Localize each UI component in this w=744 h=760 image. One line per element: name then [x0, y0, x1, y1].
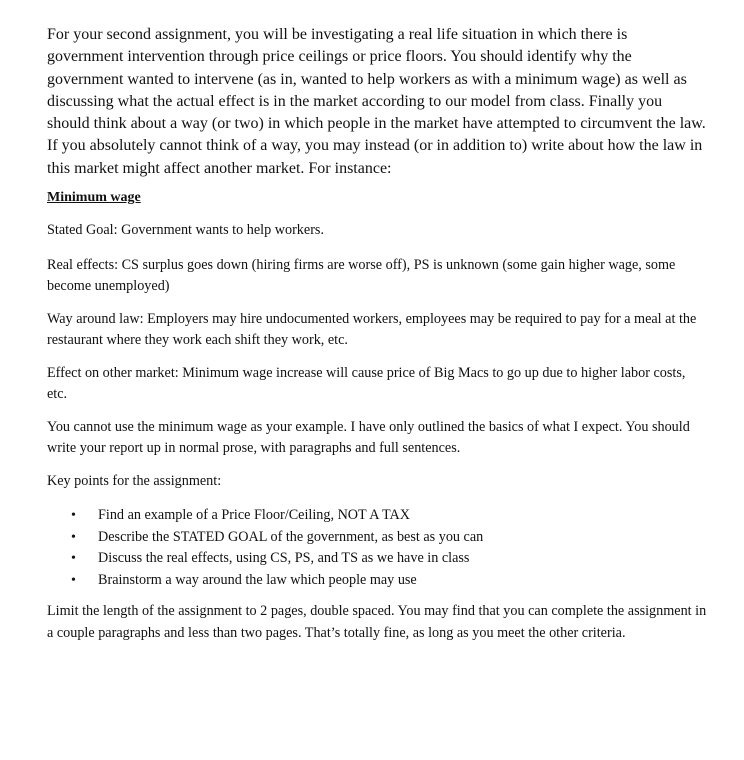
- bullet-icon: •: [71, 572, 76, 588]
- key-points-label: Key points for the assignment:: [47, 472, 222, 489]
- example-heading: Minimum wage: [47, 190, 141, 206]
- list-item: [47, 505, 707, 527]
- other-market-paragraph: Effect on other market: Minimum wage increase will cause price of Big Macs to go up due to higher labor costs, etc.: [47, 364, 686, 403]
- key-point-text: Discuss the real effects, using CS, PS, and TS as we have in class: [98, 550, 470, 567]
- key-point-text: Brainstorm a way around the law which people may use: [98, 571, 417, 588]
- bullet-icon: •: [71, 551, 76, 567]
- key-point-text: Find an example of a Price Floor/Ceiling, NOT A TAX: [98, 507, 411, 524]
- assignment-document: [47, 24, 707, 655]
- stated-goal-paragraph: Stated Goal: Government wants to help workers.: [47, 222, 324, 239]
- list-item: [47, 570, 707, 592]
- key-point-text: Describe the STATED GOAL of the government, as best as you can: [98, 528, 484, 545]
- bullet-icon: •: [71, 529, 76, 545]
- length-note-paragraph: Limit the length of the assignment to 2 pages, double spaced. You may find that you can complete the assignment in a couple paragraphs and less than two pages. That’s totally fine, as long as you meet the other criteria.: [47, 603, 707, 641]
- key-points-list: [47, 505, 707, 591]
- bullet-icon: •: [71, 508, 76, 524]
- real-effects-paragraph: Real effects: CS surplus goes down (hiring firms are worse off), PS is unknown (some gain higher wage, some become unemployed): [47, 256, 676, 295]
- cannot-use-paragraph: You cannot use the minimum wage as your example. I have only outlined the basics of what I expect. You should write your report up in normal prose, with paragraphs and full sentences.: [47, 418, 690, 457]
- list-item: [47, 548, 707, 570]
- list-item: [47, 527, 707, 549]
- intro-paragraph: For your second assignment, you will be investigating a real life situation in which there is government intervention through price ceilings or price floors. You should identify why the government wanted to intervene (as in, wanted to help workers as with a minimum wage) as well as discussing what the actual effect is in the market according to our model from class. Finally you should think about a way (or two) in which people in the market have attempted to circumvent the law. If you absolutely cannot think of a way, you may instead (or in addition to) write about how the law in this market might affect another market. For instance:: [47, 26, 706, 177]
- way-around-law-paragraph: Way around law: Employers may hire undocumented workers, employees may be required to pay for a meal at the restaurant where they work each shift they work, etc.: [47, 310, 697, 349]
